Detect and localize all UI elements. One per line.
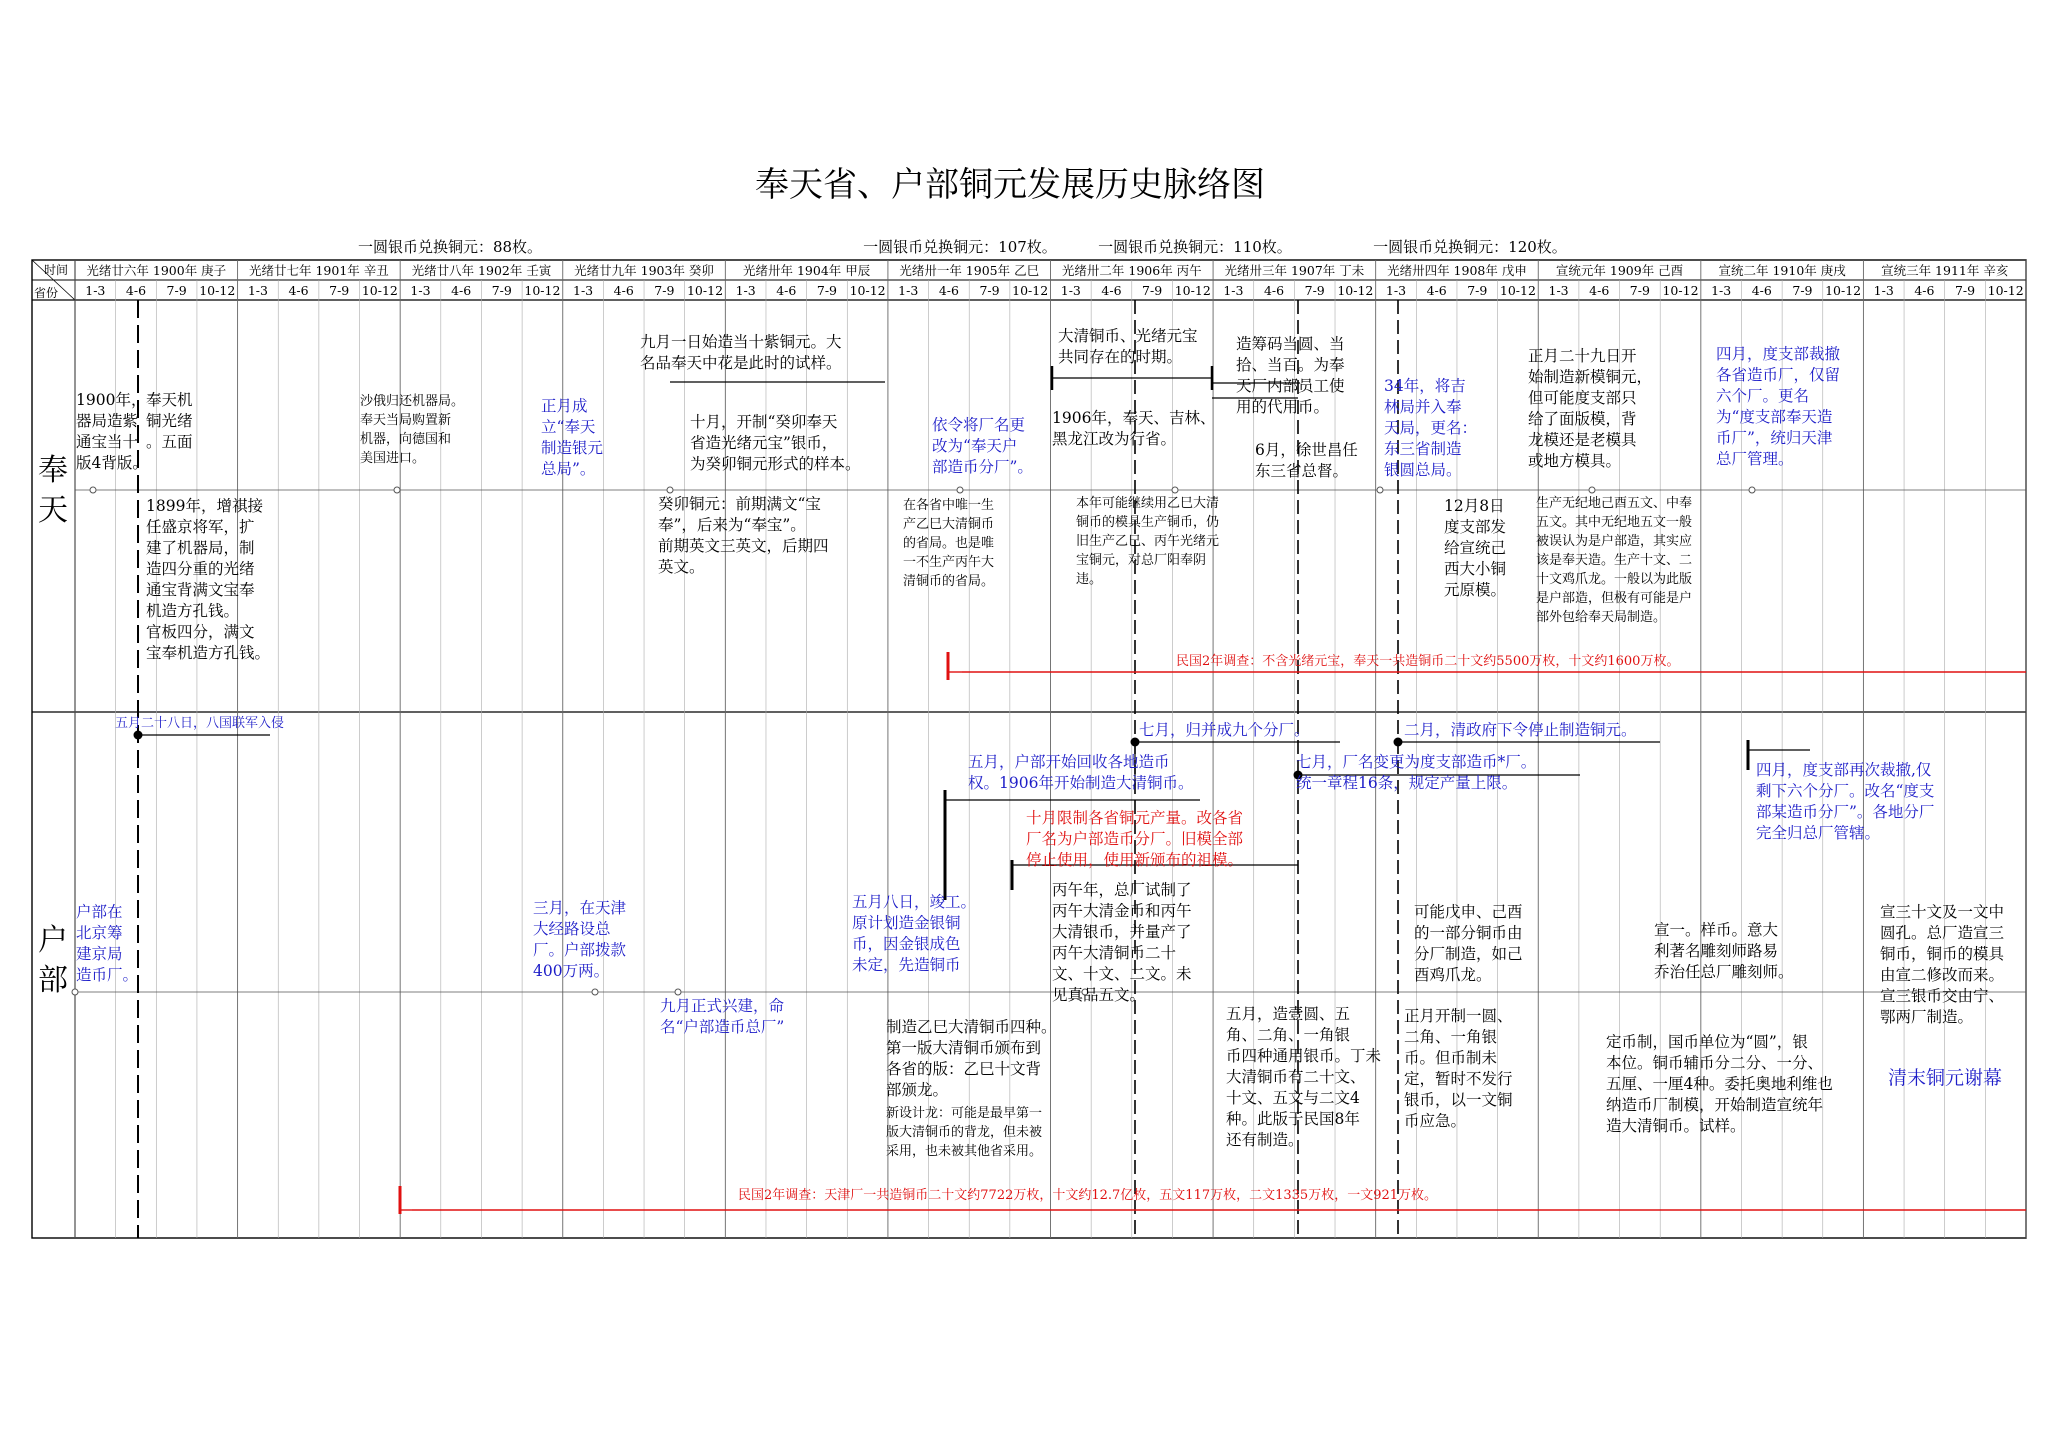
quarter-label: 1-3: [573, 283, 594, 298]
fengtian-note-tokens: 造筹码当圆、当 拾、当百。为奉 天厂内部员工使 用的代用币。: [1236, 335, 1345, 416]
hubu-note-new-dragon: 新设计龙：可能是最早第一 版大清铜币的背龙，但未被 采用，也未被其他省采用。: [886, 1106, 1043, 1159]
fengtian-note-russia-returns: 沙俄归还机器局。 奉天当局购置新 机器，向德国和 美国进口。: [360, 394, 465, 466]
quarter-label: 10-12: [1012, 283, 1049, 298]
quarter-label: 1-3: [1548, 283, 1569, 298]
exchange-rate-4: 一圆银币兑换铜元：120枚。: [1373, 238, 1567, 256]
exchange-rate-1: 一圆银币兑换铜元：88枚。: [357, 238, 543, 256]
quarter-label: 7-9: [1792, 283, 1813, 298]
quarter-label: 4-6: [1263, 283, 1285, 298]
fengtian-note-copper-pattern: 奉天机 铜光绪 。五面: [146, 391, 193, 451]
hubu-note-silver-1908: 正月开制一圆、 二角、一角银 币。但币制未 定，暂时不发行 银币，以一文铜 币应急。: [1404, 1007, 1513, 1130]
quarter-label: 7-9: [166, 283, 187, 298]
quarter-label: 1-3: [1223, 283, 1244, 298]
hubu-note-xuan-three: 宣三十文及一文中 圆孔。总厂造宣三 铜币，铜币的模具 由宣二修改而来。 宣三银币交由宁、 鄂两厂制造。: [1880, 903, 2005, 1026]
quarter-label: 10-12: [524, 283, 561, 298]
year-label: 光绪卅四年 1908年 戊申: [1387, 263, 1527, 278]
hubu-note-nine-branches: 七月，归并成九个分厂。: [1139, 721, 1310, 739]
year-label: 宣统二年 1910年 庚戌: [1718, 263, 1846, 278]
province-hubu-2: 部: [38, 963, 68, 998]
hubu-note-branches: 可能戊申、己酉 的一部分铜币由 分厂制造，如己 酉鸡爪龙。: [1414, 903, 1523, 984]
fengtian-note-1906-province: 1906年，奉天、吉林、 黑龙江改为行省。: [1052, 409, 1216, 448]
year-label: 光绪廿六年 1900年 庚子: [86, 263, 227, 278]
exchange-rate-3: 一圆银币兑换铜元：110枚。: [1098, 238, 1292, 256]
province-hubu-1: 户: [38, 923, 68, 958]
quarter-label: 10-12: [1174, 283, 1211, 298]
fengtian-note-new-dies: 正月二十九日开 始制造新模铜元， 但可能度支部只 给了面版模，背 龙模还是老模具 或地方模具。: [1528, 347, 1653, 470]
hubu-survey-note: 民国2年调查：天津厂一共造铜币二十文约7722万枚，十文约12.7亿枚，五文117万枚，二文1335万枚，一文921万枚。: [738, 1188, 1438, 1203]
quarter-label: 4-6: [613, 283, 634, 298]
fengtian-note-guimao-copper: 癸卯铜元：前期满文“宝 奉”，后来为“奉宝”。 前期英文三英文，后期四 英文。: [658, 495, 829, 576]
hubu-note-limit: 十月限制各省铜元产量。改各省 厂名为户部造币分厂。旧模全部 停止使用，使用新颁布的祖模。: [1026, 809, 1244, 869]
quarter-label: 4-6: [776, 283, 797, 298]
year-label: 光绪卅一年 1905年 乙巳: [899, 263, 1040, 278]
fengtian-note-1906-production: 本年可能继续用乙巳大清 铜币的模具生产铜币，仍 旧生产乙巳、丙午光绪元 宝铜元，对总厂阳奉阴 违。: [1076, 496, 1220, 587]
quarter-label: 10-12: [1337, 283, 1374, 298]
fengtian-note-xu-shichang: 6月，徐世昌任 东三省总督。: [1255, 441, 1358, 480]
quarter-label: 4-6: [451, 283, 472, 298]
quarter-label: 1-3: [1060, 283, 1081, 298]
hubu-note-completed: 五月八日，竣工。 原计划造金银铜 币，因金银成色 未定，先造铜币: [852, 893, 977, 974]
quarter-label: 4-6: [1914, 283, 1935, 298]
fengtian-note-ten-cash: 九月一日始造当十紫铜元。大 名品奉天中花是此时的试样。: [640, 333, 842, 372]
year-label: 光绪廿九年 1903年 癸卯: [574, 263, 714, 278]
quarter-label: 4-6: [1751, 283, 1772, 298]
hubu-note-1910-reduction: 四月，度支部再次裁撤,仅 剩下六个分厂。改名“度支 部某造币分厂”。各地分厂 完全归总厂管辖。: [1756, 761, 1935, 842]
province-fengtian-1: 奉: [38, 453, 68, 488]
fengtian-note-jilin-merged: 34年，将吉 林局并入奉 天局，更名： 东三省制造 银圆总局。: [1384, 377, 1478, 479]
quarter-label: 7-9: [979, 283, 1000, 298]
hubu-note-construction: 九月正式兴建，命 名“户部造币总厂”: [660, 997, 785, 1036]
quarter-label: 1-3: [247, 283, 268, 298]
quarter-label: 1-3: [410, 283, 431, 298]
fengtian-note-1899: 1899年，增祺接 任盛京将军，扩 建了机器局，制 造四分重的光绪 通宝背满文宝奉 机造方孔钱。 官板四分，满文 宝奉机造方孔钱。: [146, 497, 271, 662]
fengtian-survey-note: 民国2年调查：不含光绪元宝，奉天一共造铜币二十文约5500万枚，十文约1600万枚。: [1176, 654, 1680, 669]
fengtian-note-1900-mint: 1900年， 器局造紫 通宝当十 版4背版。: [76, 391, 148, 472]
quarter-label: 7-9: [1142, 283, 1163, 298]
quarter-label: 10-12: [1987, 283, 2024, 298]
quarter-label: 4-6: [1101, 283, 1122, 298]
fengtian-note-mint-founded: 正月成 立“奉天 制造银元 总局”。: [541, 397, 604, 478]
quarter-label: 4-6: [1426, 283, 1447, 298]
quarter-label: 4-6: [125, 283, 147, 298]
hubu-note-beijing: 户部在 北京筹 建京局 造币厂。: [76, 903, 139, 984]
year-label: 光绪卅年 1904年 甲辰: [742, 263, 871, 278]
fengtian-note-only-province: 在各省中唯一生 产乙巳大清铜币 的省局。也是唯 一不生产丙午大 清铜币的省局。: [903, 498, 995, 589]
hubu-note-yisi: 制造乙巳大清铜币四种。 第一版大清铜币颁布到 各省的版：乙巳十文背 部颁龙。: [886, 1018, 1057, 1099]
quarter-label: 7-9: [654, 283, 675, 298]
fengtian-note-coexist: 大清铜币、光绪元宝 共同存在的时期。: [1058, 327, 1198, 366]
quarter-label: 10-12: [686, 283, 724, 298]
hubu-note-dingwei: 五月，造壹圆、五 角、二角、一角银 币四种通用银币。丁未 大清铜币有二十文、 十文、五文与二文4 种。此版于民国8年 还有制造。: [1226, 1005, 1382, 1149]
quarter-label: 7-9: [329, 283, 350, 298]
quarter-label: 10-12: [1499, 283, 1536, 298]
fengtian-note-1910-reduction: 四月，度支部裁撤 各省造币厂，仅留 六个厂。更名 为“度支部奉天造 币厂”，统归天津 总厂管理。: [1716, 345, 1841, 468]
hubu-note-tianjin: 三月，在天津 大经路设总 厂。户部拨款 400万两。: [533, 899, 627, 980]
hubu-note-engraver: 宣一。样币。意大 利著名雕刻师路易 乔治任总厂雕刻师。: [1654, 921, 1794, 981]
hubu-note-stop: 二月，清政府下令停止制造铜元。: [1404, 721, 1637, 739]
province-fengtian-2: 天: [38, 493, 68, 528]
fengtian-note-jiyou: 生产无纪地己酉五文、中奉 五文。其中无纪地五文一般 被误认为是户部造，其实应 该是奉天造。生产十文、二 十文鸡爪龙。一般以为此版 是户部造，但极有可能是户 部外包给奉天局制造。: [1536, 496, 1693, 625]
year-label: 宣统元年 1909年 己酉: [1555, 263, 1684, 278]
quarter-label: 7-9: [1467, 283, 1488, 298]
hubu-note-boxer: 五月二十八日，八国联军入侵: [115, 716, 285, 731]
fengtian-note-guimao-silver: 十月，开制“癸卯奉天 省造光绪元宝”银币， 为癸卯铜元形式的样本。: [690, 413, 861, 473]
year-label: 光绪卅二年 1906年 丙午: [1061, 263, 1202, 278]
quarter-label: 1-3: [1711, 283, 1732, 298]
quarter-label: 7-9: [1304, 283, 1325, 298]
year-label: 光绪廿七年 1901年 辛丑: [248, 263, 389, 278]
hubu-note-bingwu: 丙午年，总厂试制了 丙午大清金币和丙午 大清银币，并量产了 丙午大清铜币二十 文、十文、二文。未 见真品五文。: [1052, 881, 1192, 1004]
quarter-label: 10-12: [361, 283, 398, 298]
year-labels: [86, 263, 2008, 278]
quarter-label: 10-12: [1662, 283, 1699, 298]
hubu-note-finale: 清末铜元谢幕: [1888, 1067, 2003, 1089]
quarter-label: 1-3: [85, 283, 106, 298]
year-label: 宣统三年 1911年 辛亥: [1881, 263, 2009, 278]
quarter-label: 10-12: [199, 283, 236, 298]
exchange-rate-2: 一圆银币兑换铜元：107枚。: [863, 238, 1057, 256]
fengtian-note-renamed-branch: 依令将厂名更 改为“奉天户 部造币分厂”。: [932, 416, 1033, 476]
hubu-note-rename-duzhi: 七月，厂名变更为度支部造币*厂。 统一章程16条，规定产量上限。: [1296, 753, 1537, 792]
year-label: 光绪卅三年 1907年 丁未: [1224, 263, 1365, 278]
header-time: 时间: [44, 263, 69, 277]
fengtian-note-xuantong-dies: 12月8日 度支部发 给宣统己 西大小铜 元原模。: [1444, 497, 1507, 599]
quarter-label: 10-12: [1825, 283, 1862, 298]
hubu-note-recall: 五月，户部开始回收各地造币 权。1906年开始制造大清铜币。: [968, 753, 1194, 792]
quarter-label: 1-3: [1385, 283, 1407, 298]
hubu-note-currency-system: 定币制，国币单位为“圆”，银 本位。铜币辅币分二分、一分、 五厘、一厘4种。委托奥地利维也 纳造币厂制模，开始制造宣统年 造大清铜币。试样。: [1606, 1033, 1833, 1135]
quarter-label: 1-3: [1873, 283, 1894, 298]
year-label: 光绪廿八年 1902年 壬寅: [411, 263, 552, 278]
quarter-label: 4-6: [938, 283, 959, 298]
quarter-label: 7-9: [491, 283, 512, 298]
quarter-label: 1-3: [735, 283, 756, 298]
quarter-label: 7-9: [1954, 283, 1976, 298]
quarter-label: 4-6: [288, 283, 309, 298]
quarter-label: 1-3: [898, 283, 919, 298]
quarter-label: 7-9: [816, 283, 838, 298]
quarter-label: 7-9: [1629, 283, 1650, 298]
quarter-label: 4-6: [1589, 283, 1610, 298]
quarter-labels: [85, 283, 2023, 298]
quarter-label: 10-12: [849, 283, 886, 298]
chart-title: 奉天省、户部铜元发展历史脉络图: [755, 165, 1265, 205]
header-province: 省份: [34, 286, 59, 300]
